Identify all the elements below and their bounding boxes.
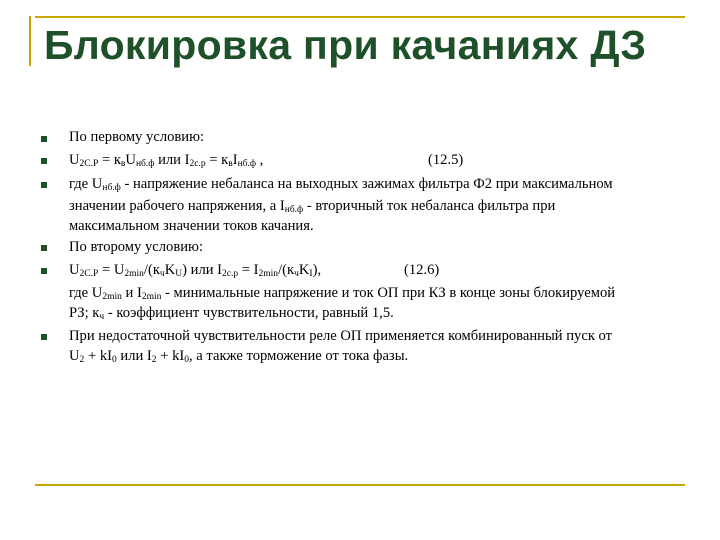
bullet-3-line-3: максимальном значении токов качания. (69, 218, 314, 234)
slide-title: Блокировка при качаниях ДЗ (44, 22, 647, 68)
bullet-3-line-2: значении рабочего напряжения, а $I_{нб.ф}$ - вторичный ток небаланса фильтра при (69, 198, 556, 215)
bullet-5-formula: $U_{2С.Р} = U_{2min}/(к_чK_U)$ или $I_{2с.р} = I_{2min}/(к_чK_I)$, (69, 262, 322, 279)
bullet-2-formula: $U_{2С.Р} = к_вU_{нб.ф}$ или $I_{2с.р} = к_вI_{нб.ф}$ , (69, 152, 264, 169)
bullet-4-text: По второму условию: (69, 239, 204, 255)
bullet-marker-5 (41, 268, 47, 274)
bullet-1-text: По первому условию: (69, 129, 205, 145)
bullet-marker-2 (41, 158, 47, 164)
frame-top-rule (35, 16, 685, 18)
bullet-6-line-2: $U_2 + kI_0$ или $I_2 + kI_0$, а также торможение от тока фазы. (69, 348, 409, 365)
bullet-marker-3 (41, 182, 47, 188)
bullet-marker-1 (41, 136, 47, 142)
bullet-3-line-1: где $U_{нб.ф}$ - напряжение небаланса на выходных зажимах фильтра Ф2 при максимальном (69, 176, 613, 193)
equation-number-12-6: (12.6) (404, 262, 440, 278)
bullet-marker-4 (41, 245, 47, 251)
bullet-marker-6 (41, 334, 47, 340)
frame-left-rule (29, 16, 31, 66)
equation-number-12-5: (12.5) (428, 152, 464, 168)
bullet-6-line-1: При недостаточной чувствительности реле ОП применяется комбинированный пуск от (69, 328, 613, 344)
bullet-5-line-2: где $U_{2min}$ и $I_{2min}$ - минимальные напряжение и ток ОП при КЗ в конце зоны блокируемой (69, 285, 616, 302)
bullet-5-line-3: РЗ; $к_ч$ - коэффициент чувствительности, равный 1,5. (69, 305, 394, 322)
frame-bottom-rule (35, 484, 685, 486)
